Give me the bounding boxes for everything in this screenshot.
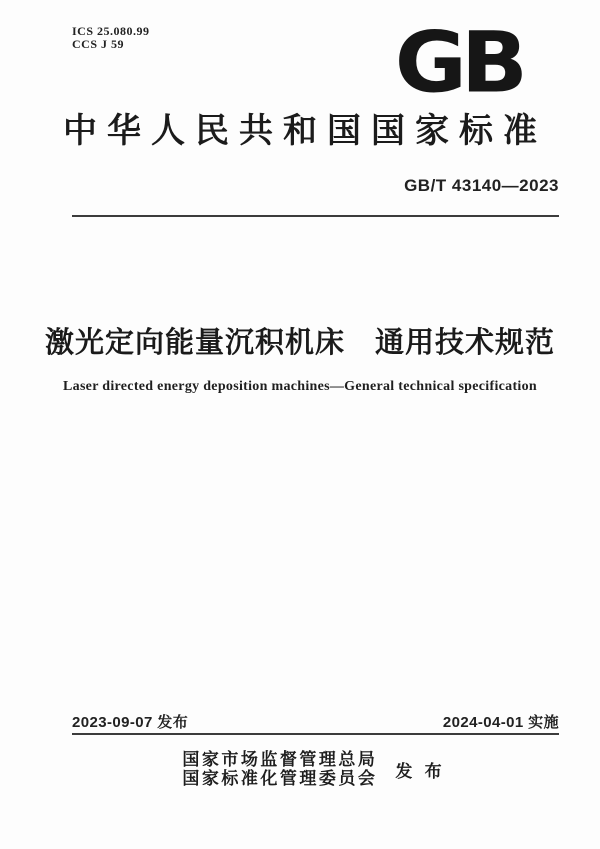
classification-codes — [72, 25, 150, 51]
standard-number: GB/T 43140—2023 — [404, 176, 559, 195]
bottom-rule — [72, 733, 559, 735]
ics-code: ICS 25.080.99 — [72, 24, 150, 38]
issuer-block — [14, 750, 600, 788]
issued-label: 发 布 — [395, 761, 446, 781]
issuer-line1: 国家市场监督管理总局 — [182, 750, 378, 769]
issue-date: 2023-09-07 发布 — [72, 714, 189, 731]
gb-logo: GB — [394, 13, 522, 112]
standard-title-english: Laser directed energy deposition machines—General technical specification — [63, 379, 537, 394]
implementation-date: 2024-04-01 实施 — [442, 714, 559, 731]
dates-row — [72, 714, 559, 732]
standard-title-chinese: 激光定向能量沉积机床 通用技术规范 — [44, 327, 555, 359]
issuer-line2: 国家标准化管理委员会 — [182, 769, 378, 788]
top-rule — [72, 215, 559, 217]
ccs-code: CCS J 59 — [72, 37, 125, 51]
national-standard-heading: 中华人民共和国国家标准 — [63, 113, 547, 150]
issuer-names — [182, 750, 377, 788]
